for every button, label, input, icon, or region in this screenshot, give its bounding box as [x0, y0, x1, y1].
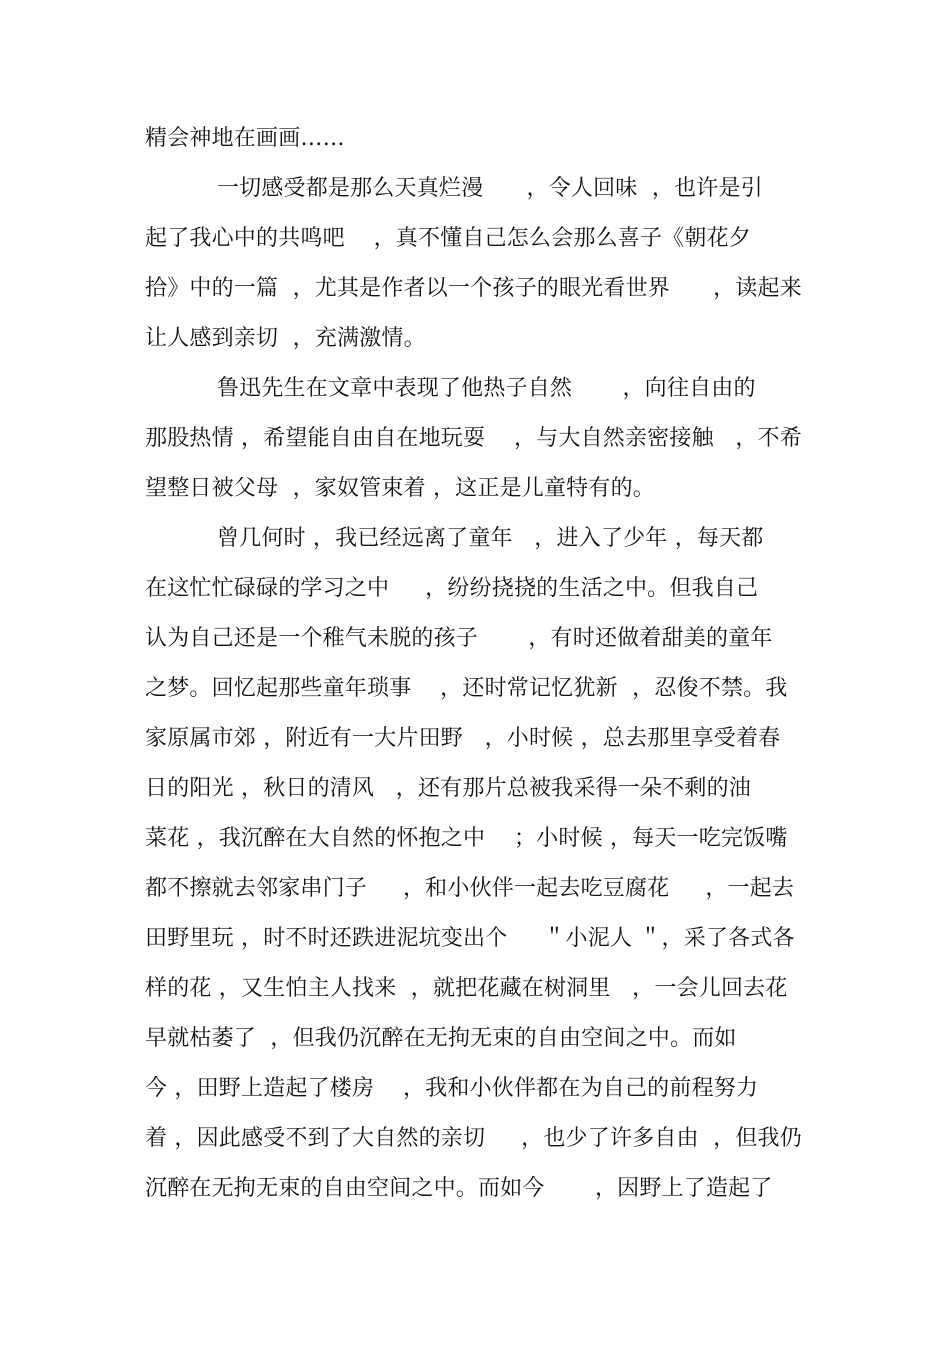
text-line: 着 ，因此感受不到了大自然的亲切 ，也少了许多自由 ，但我仍 [145, 1126, 802, 1151]
text-line: 样的花 ，又生怕主人找来 ，就把花藏在树洞里 ，一会儿回去花 [145, 976, 788, 1001]
text-line: 早就枯萎了 ，但我仍沉醉在无拘无束的自由空间之中。而如 [145, 1026, 737, 1051]
text-line: 精会神地在画画…… [145, 126, 345, 151]
text-line: 拾》中的一篇 ，尤其是作者以一个孩子的眼光看世界 ，读起来 [145, 276, 802, 301]
text-line: 那股热情 ，希望能自由自在地玩耍 ，与大自然亲密接触 ，不希 [145, 426, 802, 451]
text-line: 菜花 ，我沉醉在大自然的怀抱之中 ；小时候 ，每天一吃完饭嘴 [145, 826, 788, 851]
essay-text [145, 114, 815, 1214]
text-line: 田野里玩 ，时不时还跌进泥坑变出个 ＂小泥人 ＂，采了各式各 [145, 926, 795, 951]
text-line: 望整日被父母 ，家奴管束着 ，这正是儿童特有的。 [145, 476, 655, 501]
text-line: 让人感到亲切 ，充满激情。 [145, 326, 426, 351]
text-line: 曾几何时 ，我已经远离了童年 ，进入了少年 ，每天都 [145, 526, 764, 551]
text-line: 认为自己还是一个稚气未脱的孩子 ，有时还做着甜美的童年 [145, 626, 773, 651]
text-line: 沉醉在无拘无束的自由空间之中。而如今 ，因野上了造起了 [145, 1176, 773, 1201]
text-line: 一切感受都是那么天真烂漫 ，令人回味 ，也许是引 [145, 176, 763, 201]
text-line: 日的阳光 ，秋日的清风 ，还有那片总被我采得一朵不剩的油 [145, 776, 751, 801]
text-line: 起了我心中的共鸣吧 ，真不懂自己怎么会那么喜子《朝花夕 [145, 226, 751, 251]
text-line: 今 ，田野上造起了楼房 ，我和小伙伴都在为自己的前程努力 [145, 1076, 759, 1101]
text-line: 都不擦就去邻家串门子 ，和小伙伴一起去吃豆腐花 ，一起去 [145, 876, 795, 901]
text-line: 在这忙忙碌碌的学习之中 ，纷纷挠挠的生活之中。但我自己 [145, 576, 759, 601]
text-line: 之梦。回忆起那些童年琐事 ，还时常记忆犹新 ，忍俊不禁。我 [145, 676, 788, 701]
text-line: 家原属市郊 ，附近有一大片田野 ，小时候 ，总去那里享受着春 [145, 726, 781, 751]
text-line: 鲁迅先生在文章中表现了他热子自然 ，向往自由的 [145, 376, 756, 401]
